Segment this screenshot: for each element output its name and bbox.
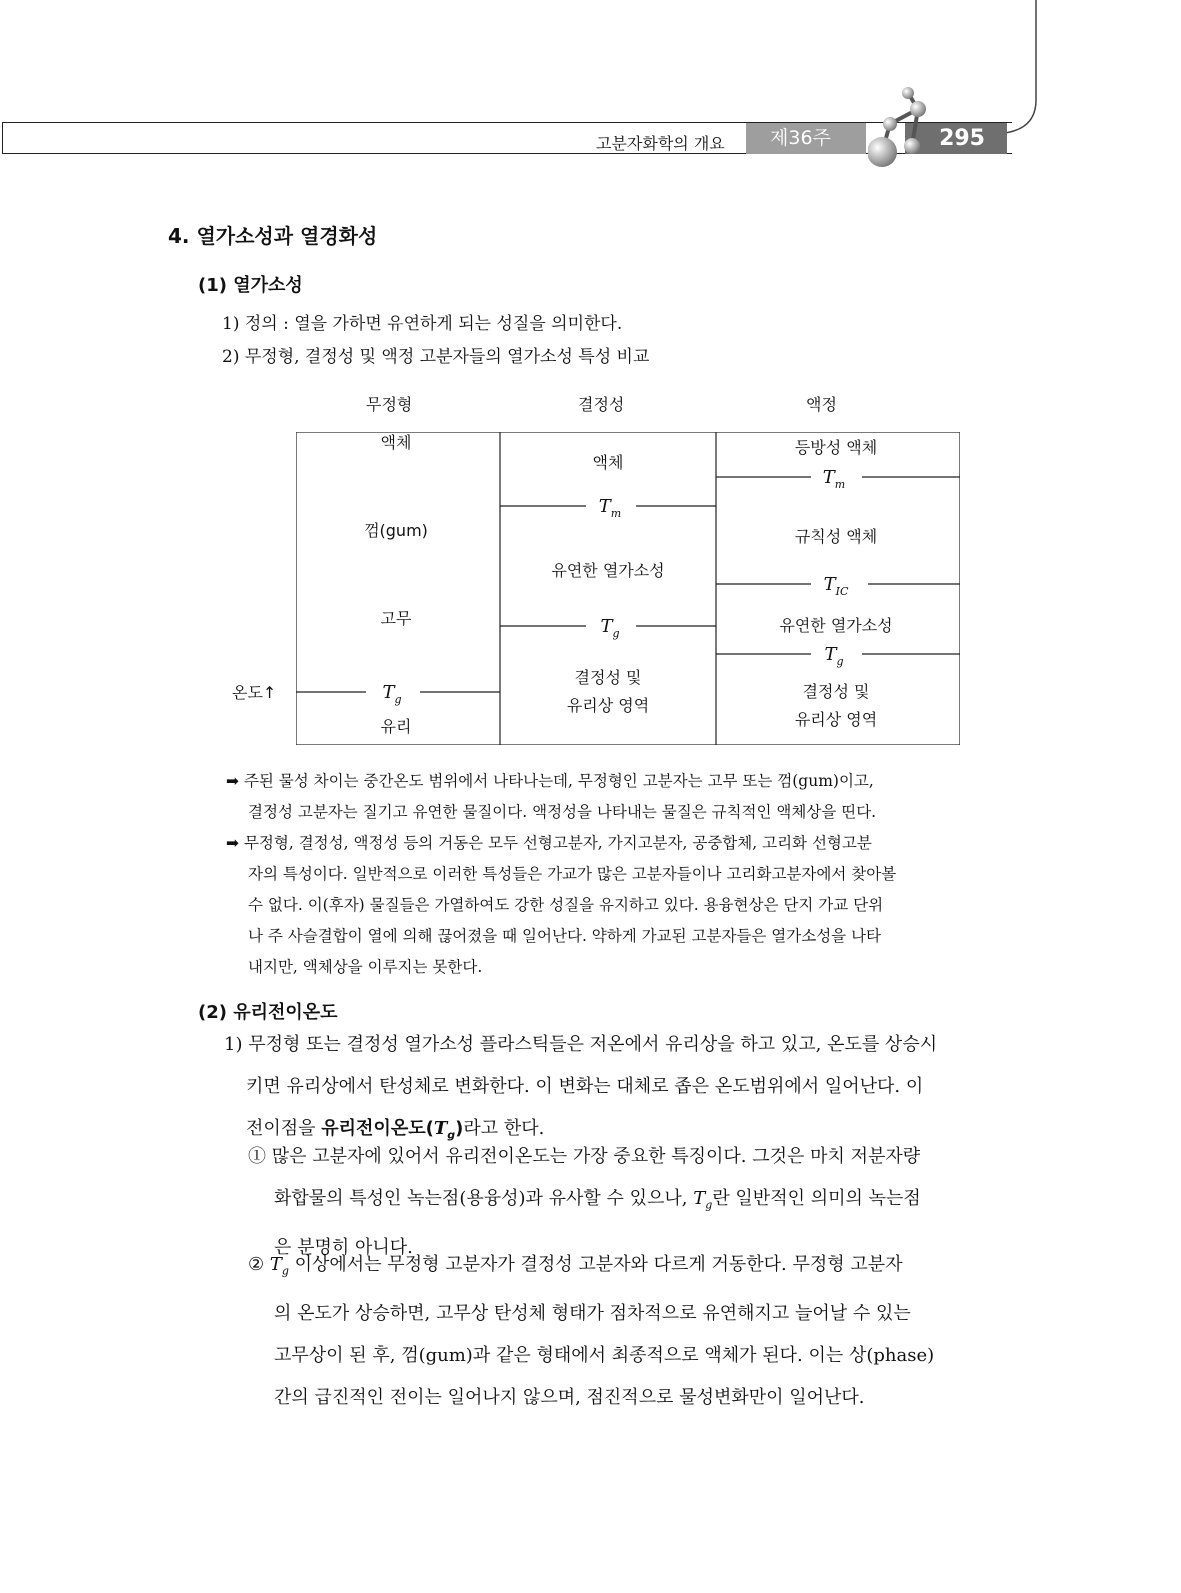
col2-region-line2: 유리상 영역 (566, 696, 650, 715)
col1-liquid: 액체 (380, 433, 412, 452)
col2-region-line1: 결정성 및 (574, 668, 642, 687)
col2-liquid: 액체 (592, 453, 624, 472)
temperature-axis-label: 온도↑ (232, 683, 277, 702)
arrow-icon: ➡ (226, 834, 239, 852)
comparison-item: 2) 무정형, 결정성 및 액정 고분자들의 열가소성 특성 비교 (222, 347, 650, 367)
col3-region-line1: 결정성 및 (802, 682, 870, 701)
table-header-crystalline: 결정성 (578, 395, 625, 414)
arrow-icon: ➡ (226, 772, 239, 790)
header-corner-curve (1000, 0, 1060, 140)
col1-gum: 껌(gum) (364, 521, 428, 540)
col1-tg-label: $T_g$ (382, 682, 402, 706)
col3-region-line2: 유리상 영역 (794, 710, 878, 729)
col2-tg-label: $T_g$ (600, 616, 620, 640)
molecule-icon (868, 84, 948, 169)
subsection-title-2: (2) 유리전이온도 (198, 1002, 338, 1023)
subsection-title: (1) 열가소성 (198, 275, 303, 296)
glass-transition-term: 유리전이온도$(T_g)$ (321, 1118, 464, 1142)
col3-iso-liquid: 등방성 액체 (794, 438, 878, 457)
col3-tic-label: $T_{IC}$ (823, 574, 849, 598)
header-subject: 고분자화학의 개요 (596, 134, 725, 153)
header-week: 제36주 (746, 123, 866, 154)
col2-tm-label: $T_m$ (598, 496, 622, 520)
page-number: 295 (905, 123, 1007, 154)
section-title: 4. 열가소성과 열경화성 (168, 224, 378, 248)
note-2: ➡ 무정형, 결정성, 액정성 등의 거동은 모두 선형고분자, 가지고분자, 공중합체, 고리화 선형고분 자의 특성이다. 일반적으로 이러한 특성들은 가교가 많은 고분자들이나 고리화고분자에서 찾아볼 수 없다. 이(후자) 물질들은 가열하여도 강한 성질을 유지하고 있다. 용융현상은 단지 가교 단위 나 주 사슬결합이 열에 의해 끊어졌을 때 일어난다. 약하게 가교된 고분자들은 열가소성을 나타 내지만, 액체상을 이루지는 못한다. (226, 834, 897, 976)
note-1: ➡ 주된 물성 차이는 중간온도 범위에서 나타나는데, 무정형인 고분자는 고무 또는 껌(gum)이고, 결정성 고분자는 질기고 유연한 물질이다. 액정성을 나타내는 물질은 규칙적인 액체상을 띤다. (226, 772, 877, 821)
col1-glass: 유리 (380, 717, 412, 736)
col3-flexible: 유연한 열가소성 (779, 616, 893, 635)
col1-rubber: 고무 (380, 609, 412, 628)
thermoplastic-comparison-diagram (296, 432, 960, 745)
tg-definition: 1) 무정형 또는 결정성 열가소성 플라스틱들은 저온에서 유리상을 하고 있고, 온도를 상승시 키면 유리상에서 탄성체로 변화한다. 이 변화는 대체로 좁은 온도범위에서 일어난다. 이 전이점을 유리전이온도$(T_g)$라고 한다. (224, 1034, 938, 1142)
col3-ordered-liquid: 규칙성 액체 (794, 527, 878, 546)
col3-tm-label: $T_m$ (822, 467, 846, 491)
col2-flexible: 유연한 열가소성 (551, 561, 665, 580)
definition-item: 1) 정의 : 열을 가하면 유연하게 되는 성질을 의미한다. (222, 314, 623, 334)
table-header-amorphous: 무정형 (366, 395, 413, 414)
col3-tg-label: $T_g$ (824, 644, 844, 668)
tg-point-1: ① 많은 고분자에 있어서 유리전이온도는 가장 중요한 특징이다. 그것은 마치 저분자량 화합물의 특성인 녹는점(용융성)과 유사할 수 있으나, $T_g$란 일반적인 의미의 녹는점 은 분명히 아니다. (248, 1146, 921, 1258)
tg-point-2: ② $T_g$ 이상에서는 무정형 고분자가 결정성 고분자와 다르게 거동한다. 무정형 고분자 의 온도가 상승하면, 고무상 탄성체 형태가 점차적으로 유연해지고 늘어날 수 있는 고무상이 된 후, 껌(gum)과 같은 형태에서 최종적으로 액체가 된다. 이는 상(phase) 간의 급진적인 전이는 일어나지 않으며, 점진적으로 물성변화만이 일어난다. (248, 1254, 935, 1408)
table-header-liquid-crystal: 액정 (806, 395, 837, 414)
